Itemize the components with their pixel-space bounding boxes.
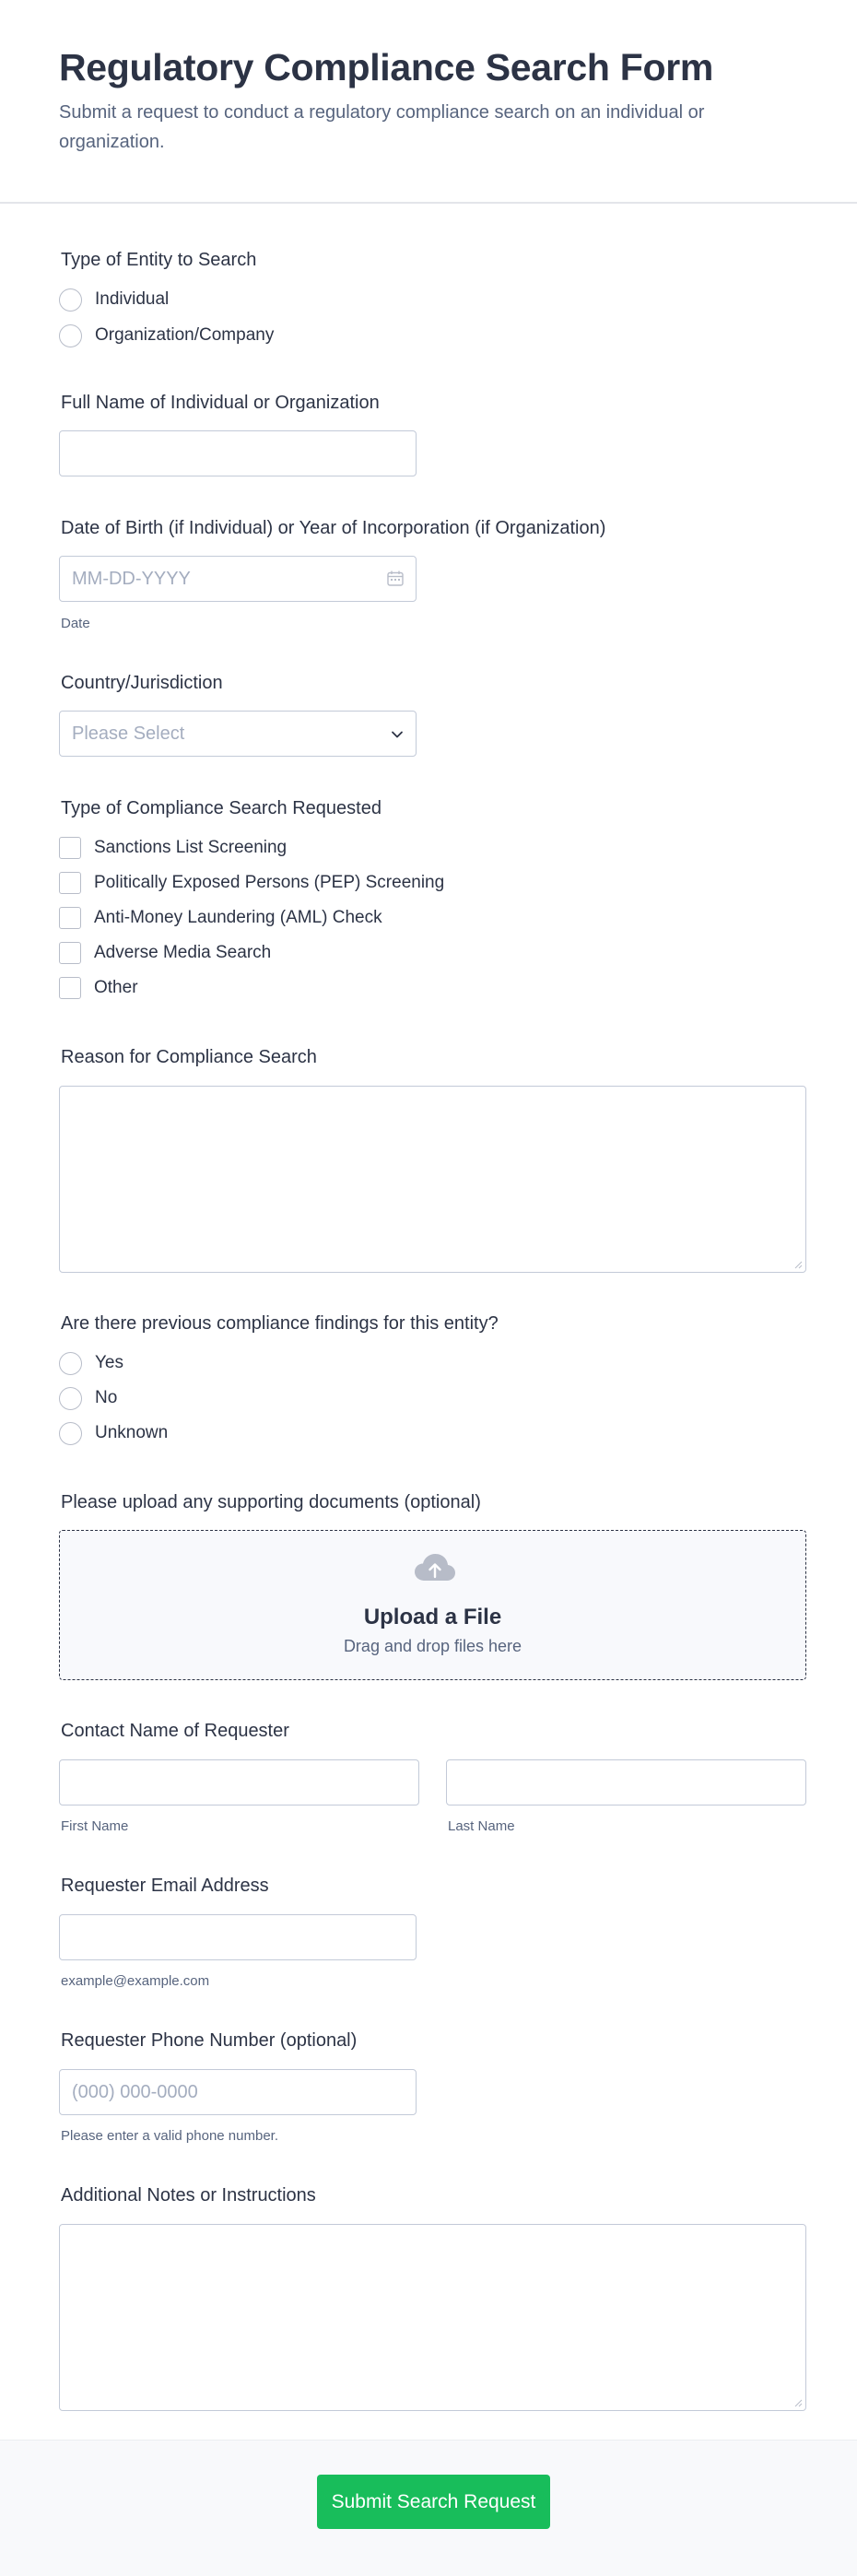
reason-textarea[interactable] bbox=[59, 1086, 806, 1273]
phone-label: Requester Phone Number (optional) bbox=[61, 2030, 358, 2051]
email-label: Requester Email Address bbox=[61, 1876, 269, 1896]
form-footer bbox=[0, 2440, 857, 2576]
checkbox-option-adverse-media[interactable] bbox=[59, 940, 271, 966]
full-name-input[interactable] bbox=[59, 430, 417, 476]
reason-label: Reason for Compliance Search bbox=[61, 1047, 317, 1067]
notes-label: Additional Notes or Instructions bbox=[61, 2185, 316, 2205]
form-header bbox=[0, 0, 857, 204]
checkbox-label: Politically Exposed Persons (PEP) Screening bbox=[94, 873, 445, 892]
resize-grip-icon[interactable] bbox=[793, 2398, 803, 2407]
resize-grip-icon[interactable] bbox=[793, 1260, 803, 1269]
previous-findings-label: Are there previous compliance findings for this entity? bbox=[61, 1313, 499, 1334]
radio-label: Individual bbox=[95, 289, 170, 309]
date-sublabel: Date bbox=[61, 616, 90, 631]
cloud-upload-icon bbox=[413, 1551, 457, 1584]
radio-label: Organization/Company bbox=[95, 325, 275, 345]
checkbox-option-other[interactable] bbox=[59, 975, 138, 1001]
radio-button[interactable] bbox=[59, 324, 82, 347]
checkbox-option-aml[interactable] bbox=[59, 905, 382, 931]
chevron-down-icon bbox=[391, 728, 404, 741]
checkbox-label: Adverse Media Search bbox=[94, 943, 272, 962]
radio-option-individual[interactable] bbox=[59, 287, 169, 312]
first-name-input[interactable] bbox=[59, 1759, 419, 1806]
country-label: Country/Jurisdiction bbox=[61, 673, 223, 693]
radio-button[interactable] bbox=[59, 1422, 82, 1445]
radio-option-yes[interactable] bbox=[59, 1350, 123, 1376]
upload-title: Upload a File bbox=[363, 1605, 502, 1629]
checkbox-option-sanctions[interactable] bbox=[59, 835, 287, 861]
checkbox-option-pep[interactable] bbox=[59, 870, 444, 896]
date-input[interactable] bbox=[59, 556, 417, 602]
last-name-input[interactable] bbox=[446, 1759, 806, 1806]
checkbox-label: Anti-Money Laundering (AML) Check bbox=[94, 908, 382, 927]
first-name-sublabel: First Name bbox=[61, 1818, 129, 1834]
last-name-sublabel: Last Name bbox=[448, 1818, 515, 1834]
phone-input[interactable] bbox=[59, 2069, 417, 2115]
country-select[interactable] bbox=[59, 711, 417, 757]
notes-textarea[interactable] bbox=[59, 2224, 806, 2411]
radio-button[interactable] bbox=[59, 288, 82, 312]
entity-type-label: Type of Entity to Search bbox=[61, 250, 257, 270]
email-sublabel: example@example.com bbox=[61, 1973, 210, 1989]
file-upload-dropzone[interactable] bbox=[59, 1530, 806, 1680]
radio-option-no[interactable] bbox=[59, 1385, 117, 1411]
radio-label: No bbox=[95, 1388, 118, 1407]
date-field bbox=[59, 556, 417, 602]
calendar-icon[interactable] bbox=[387, 570, 404, 586]
checkbox[interactable] bbox=[59, 942, 81, 964]
checkbox-label: Other bbox=[94, 978, 138, 997]
radio-label: Yes bbox=[95, 1353, 123, 1372]
email-input[interactable] bbox=[59, 1914, 417, 1960]
radio-option-organization[interactable] bbox=[59, 323, 274, 348]
upload-label: Please upload any supporting documents (optional) bbox=[61, 1492, 481, 1512]
checkbox-label: Sanctions List Screening bbox=[94, 838, 288, 857]
radio-button[interactable] bbox=[59, 1387, 82, 1410]
submit-button[interactable]: Submit Search Request bbox=[317, 2475, 550, 2529]
country-select-value: Please Select bbox=[72, 723, 185, 744]
full-name-label: Full Name of Individual or Organization bbox=[61, 393, 380, 413]
checkbox[interactable] bbox=[59, 872, 81, 894]
form-title: Regulatory Compliance Search Form bbox=[59, 46, 714, 88]
radio-button[interactable] bbox=[59, 1352, 82, 1375]
checkbox[interactable] bbox=[59, 977, 81, 999]
upload-subtitle: Drag and drop files here bbox=[343, 1637, 522, 1655]
checkbox[interactable] bbox=[59, 907, 81, 929]
date-of-birth-label: Date of Birth (if Individual) or Year of Incorporation (if Organization) bbox=[61, 518, 606, 538]
form-subtitle: Submit a request to conduct a regulatory compliance search on an individual or organization. bbox=[59, 102, 705, 152]
radio-label: Unknown bbox=[95, 1423, 169, 1442]
search-type-label: Type of Compliance Search Requested bbox=[61, 798, 382, 818]
radio-option-unknown[interactable] bbox=[59, 1420, 168, 1446]
contact-name-label: Contact Name of Requester bbox=[61, 1721, 289, 1741]
checkbox[interactable] bbox=[59, 837, 81, 859]
phone-sublabel: Please enter a valid phone number. bbox=[61, 2128, 278, 2144]
